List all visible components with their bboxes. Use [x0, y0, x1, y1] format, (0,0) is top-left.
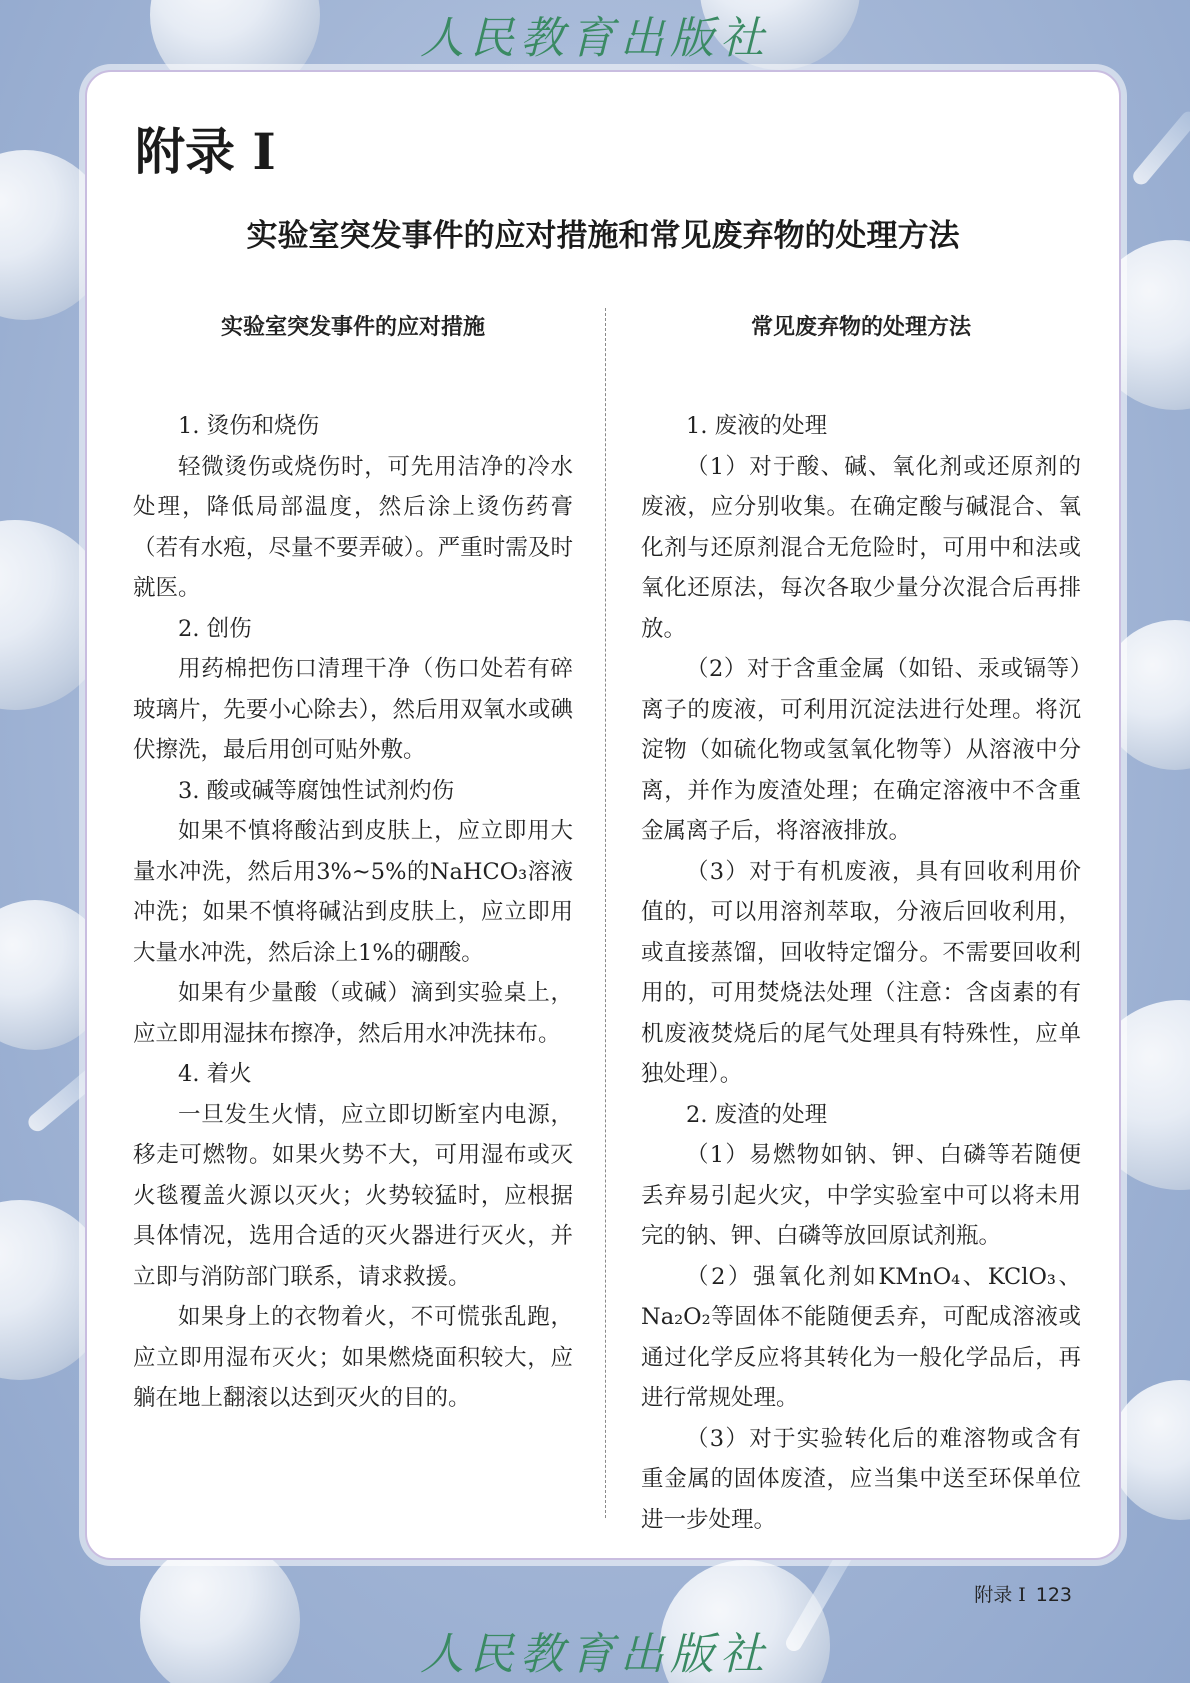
main-title: 实验室突发事件的应对措施和常见废弃物的处理方法 — [246, 218, 960, 254]
section-heading: 2. 创伤 — [178, 615, 252, 642]
page-footer — [0, 1580, 1072, 1607]
paragraph: （2）强氧化剂如KMnO₄、KClO₃、Na₂O₂等固体不能随便丢弃，可配成溶液或通过化学反应将其转化为一般化学品后，再进行常规处理。 — [641, 1263, 1081, 1411]
molecule-bond — [1130, 108, 1190, 187]
section-heading: 4. 着火 — [178, 1061, 252, 1087]
footer-section: 附录 I — [974, 1584, 1026, 1606]
section-heading: 1. 烫伤和烧伤 — [178, 413, 320, 439]
section-heading: 1. 废液的处理 — [686, 413, 828, 439]
section-heading: 2. 废渣的处理 — [686, 1101, 828, 1128]
paragraph: （3）对于有机废液，具有回收利用价值的，可以用溶剂萃取，分液后回收利用，或直接蒸馏，回收特定馏分。不需要回收利用的，可用焚烧法处理（注意：含卤素的有机废液焚烧后的尾气处理具有特殊性，应单独处理）。 — [641, 858, 1081, 1087]
appendix-card — [85, 70, 1121, 1560]
paragraph: （1）对于酸、碱、氧化剂或还原剂的废液，应分别收集。在确定酸与碱混合、氧化剂与还原剂混合无危险时，可用中和法或氧化还原法，每次各取少量分次混合后再排放。 — [641, 453, 1081, 642]
paragraph: （2）对于含重金属（如铅、汞或镉等）离子的废液，可利用沉淀法进行处理。将沉淀物（如硫化物或氢氧化物等）从溶液中分离，并作为废渣处理；在确定溶液中不含重金属离子后，将溶液排放。 — [641, 656, 1081, 844]
right-column-heading: 常见废弃物的处理方法 — [750, 315, 971, 340]
left-column — [133, 308, 573, 1419]
paragraph: （1）易燃物如钠、钾、白磷等若随便丢弃易引起火灾，中学实验室中可以将未用完的钠、钾、白磷等放回原试剂瓶。 — [641, 1142, 1081, 1249]
paragraph: 用药棉把伤口清理干净（伤口处若有碎玻璃片，先要小心除去），然后用双氧水或碘伏擦洗，最后用创可贴外敷。 — [133, 656, 573, 763]
paragraph: 如果不慎将酸沾到皮肤上，应立即用大量水冲洗，然后用3%~5%的NaHCO₃溶液冲洗；如果不慎将碱沾到皮肤上，应立即用大量水冲洗，然后涂上1%的硼酸。 — [133, 818, 573, 966]
right-column — [641, 308, 1081, 1540]
paragraph: 如果有少量酸（或碱）滴到实验桌上，应立即用湿抹布擦净，然后用水冲洗抹布。 — [133, 980, 573, 1047]
publisher-logo-bottom: 人民教育出版社 — [420, 1629, 770, 1680]
paragraph: 一旦发生火情，应立即切断室内电源，移走可燃物。如果火势不大，可用湿布或灭火毯覆盖火源以灭火；火势较猛时，应根据具体情况，选用合适的灭火器进行灭火，并立即与消防部门联系，请求救援。 — [133, 1101, 573, 1290]
molecule-sphere — [1110, 1380, 1190, 1520]
paragraph: 如果身上的衣物着火，不可慌张乱跑，应立即用湿布灭火；如果燃烧面积较大，应躺在地上翻滚以达到灭火的目的。 — [133, 1304, 573, 1411]
publisher-logo-top: 人民教育出版社 — [420, 13, 770, 64]
paragraph: 轻微烫伤或烧伤时，可先用洁净的冷水处理，降低局部温度，然后涂上烫伤药膏（若有水疱，尽量不要弄破）。严重时需及时就医。 — [133, 453, 573, 601]
appendix-title: 附录 I — [135, 122, 276, 181]
section-heading: 3. 酸或碱等腐蚀性试剂灼伤 — [178, 777, 455, 804]
paragraph: （3）对于实验转化后的难溶物或含有重金属的固体废渣，应当集中送至环保单位进一步处理。 — [641, 1425, 1081, 1533]
column-divider — [605, 308, 606, 1518]
left-column-heading: 实验室突发事件的应对措施 — [220, 315, 485, 340]
page-number: 123 — [1035, 1584, 1072, 1606]
